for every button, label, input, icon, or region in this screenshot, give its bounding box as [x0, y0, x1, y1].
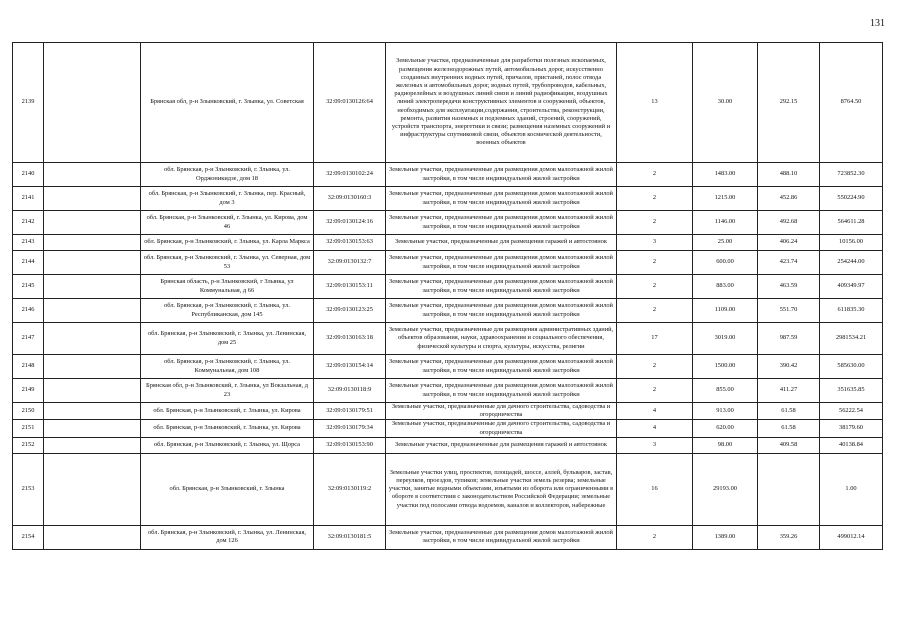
cadastral-number-cell: 32:09:0130126:64 — [314, 43, 386, 163]
row-number-cell: 2149 — [13, 379, 44, 403]
empty-cell — [44, 251, 141, 275]
area-cell: 883.00 — [693, 275, 758, 299]
cadastral-value-cell: 254244.00 — [820, 251, 883, 275]
row-number-cell: 2150 — [13, 403, 44, 420]
table-row — [13, 453, 883, 525]
table-row — [13, 299, 883, 323]
address-cell: Брянская обл, р-н Злынковский, г. Злынка, ул. Советская — [141, 43, 314, 163]
empty-cell — [44, 437, 141, 453]
land-use-cell: Земельные участки, предназначенные для дачного строительства, садоводства и огородничества — [386, 420, 617, 437]
cadastral-value-cell: 1.00 — [820, 453, 883, 525]
land-use-cell: Земельные участки, предназначенные для размещения домов малоэтажной жилой застройки, в том числе индивидуальной жилой застройки — [386, 355, 617, 379]
empty-cell — [44, 525, 141, 549]
cadastral-value-cell: 56222.54 — [820, 403, 883, 420]
empty-cell — [44, 403, 141, 420]
row-number-cell: 2148 — [13, 355, 44, 379]
area-cell: 30.00 — [693, 43, 758, 163]
empty-cell — [44, 163, 141, 187]
cadastral-value-cell: 2981534.21 — [820, 323, 883, 355]
cadastral-number-cell: 32:09:0130163:18 — [314, 323, 386, 355]
table-row — [13, 235, 883, 251]
land-use-cell: Земельные участки, предназначенные для размещения домов малоэтажной жилой застройки, в том числе индивидуальной жилой застройки — [386, 275, 617, 299]
area-cell: 1500.00 — [693, 355, 758, 379]
table-body — [13, 43, 883, 550]
use-group-cell: 4 — [617, 420, 693, 437]
empty-cell — [44, 299, 141, 323]
address-cell: обл. Брянская, р-н Злынковский, г. Злынка — [141, 453, 314, 525]
use-group-cell: 16 — [617, 453, 693, 525]
cadastral-number-cell: 32:09:0130123:25 — [314, 299, 386, 323]
address-cell: обл. Брянская, р-н Злынковский, г. Злынка, ул. Кирова, дом 46 — [141, 211, 314, 235]
cadastral-number-cell: 32:09:0130119:2 — [314, 453, 386, 525]
area-cell: 620.00 — [693, 420, 758, 437]
use-group-cell: 3 — [617, 437, 693, 453]
table-row — [13, 355, 883, 379]
specific-value-cell: 463.59 — [758, 275, 820, 299]
area-cell: 1483.00 — [693, 163, 758, 187]
use-group-cell: 2 — [617, 163, 693, 187]
area-cell: 29193.00 — [693, 453, 758, 525]
empty-cell — [44, 211, 141, 235]
table-row — [13, 43, 883, 163]
use-group-cell: 17 — [617, 323, 693, 355]
table-row — [13, 403, 883, 420]
address-cell: обл. Брянская, р-н Злынковский, г. Злынка, ул. Ленинская, дом 126 — [141, 525, 314, 549]
area-cell: 600.00 — [693, 251, 758, 275]
area-cell: 25.00 — [693, 235, 758, 251]
page-number: 131 — [870, 18, 885, 29]
cadastral-number-cell: 32:09:0130153:11 — [314, 275, 386, 299]
cadastral-number-cell: 32:09:0130124:16 — [314, 211, 386, 235]
cadastral-value-cell: 564611.28 — [820, 211, 883, 235]
row-number-cell: 2145 — [13, 275, 44, 299]
land-use-cell: Земельные участки, предназначенные для размещения гаражей и автостоянок — [386, 437, 617, 453]
address-cell: обл. Брянская, р-н Злынковский, г. Злынка, ул. Кирова — [141, 420, 314, 437]
use-group-cell: 2 — [617, 355, 693, 379]
row-number-cell: 2146 — [13, 299, 44, 323]
area-cell: 3019.00 — [693, 323, 758, 355]
cadastral-number-cell: 32:09:0130153:90 — [314, 437, 386, 453]
land-use-cell: Земельные участки, предназначенные для размещения домов малоэтажной жилой застройки, в том числе индивидуальной жилой застройки — [386, 187, 617, 211]
table-row — [13, 437, 883, 453]
row-number-cell: 2147 — [13, 323, 44, 355]
area-cell: 1215.00 — [693, 187, 758, 211]
table-row — [13, 211, 883, 235]
specific-value-cell: 411.27 — [758, 379, 820, 403]
land-use-cell: Земельные участки, предназначенные для размещения домов малоэтажной жилой застройки, в том числе индивидуальной жилой застройки — [386, 379, 617, 403]
cadastral-value-cell: 40138.84 — [820, 437, 883, 453]
row-number-cell: 2141 — [13, 187, 44, 211]
land-use-cell: Земельные участки улиц, проспектов, площадей, шоссе, аллей, бульваров, застав, переулков, проездов, тупиков; земельные участки земель резерва; земельные участки, занятые водными объектами, изъятыми из оборота или ограниченными в обороте в соответствии с законодательством Российской Федерации; земельные участки под полосами отвода водоемов, каналов и коллекторов, набережные — [386, 453, 617, 525]
table-row — [13, 525, 883, 549]
cadastral-number-cell: 32:09:0130102:24 — [314, 163, 386, 187]
area-cell: 855.00 — [693, 379, 758, 403]
use-group-cell: 2 — [617, 379, 693, 403]
cadastral-number-cell: 32:09:0130181:5 — [314, 525, 386, 549]
use-group-cell: 2 — [617, 525, 693, 549]
empty-cell — [44, 187, 141, 211]
specific-value-cell: 61.58 — [758, 420, 820, 437]
use-group-cell: 2 — [617, 299, 693, 323]
empty-cell — [44, 420, 141, 437]
land-use-cell: Земельные участки, предназначенные для разработки полезных ископаемых, размещения железнодорожных путей, автомобильных дорог, искусственно созданных внутренних водных путей, причалов, пристаней, полос отвода железных и автомобильных дорог, водных путей, трубопроводов, кабельных, радиорелейных и воздушных линий связи и линий радиофикации, воздушных линий электропередачи конструктивных элементов и сооружений, объектов, необходимых для эксплуатации,содержания, строительства, реконструкции, ремонта, развития наземных и подземных зданий, строений, сооружений, устройств транспорта, энергетики и связи; размещения наземных сооружений и инфраструктуры спутниковой связи, объектов космической деятельности, военных объектов — [386, 43, 617, 163]
address-cell: Брянская область, р-н Злынковский, г Злынка, ул Коммунальная, д 66 — [141, 275, 314, 299]
specific-value-cell: 406.24 — [758, 235, 820, 251]
specific-value-cell: 409.58 — [758, 437, 820, 453]
specific-value-cell — [758, 453, 820, 525]
row-number-cell: 2152 — [13, 437, 44, 453]
address-cell: обл. Брянская, р-н Злынковский, г. Злынка, ул. Ленинская, дом 25 — [141, 323, 314, 355]
address-cell: обл. Брянская, р-н Злынковский, г. Злынка, ул. Щорса — [141, 437, 314, 453]
specific-value-cell: 492.68 — [758, 211, 820, 235]
cadastral-number-cell: 32:09:0130160:3 — [314, 187, 386, 211]
cadastral-value-cell: 38179.60 — [820, 420, 883, 437]
address-cell: обл. Брянская, р-н Злынковский, г. Злынка, ул. Кирова — [141, 403, 314, 420]
land-use-cell: Земельные участки, предназначенные для размещения домов малоэтажной жилой застройки, в том числе индивидуальной жилой застройки — [386, 163, 617, 187]
specific-value-cell: 292.15 — [758, 43, 820, 163]
land-use-cell: Земельные участки, предназначенные для размещения домов малоэтажной жилой застройки, в том числе индивидуальной жилой застройки — [386, 251, 617, 275]
land-use-cell: Земельные участки, предназначенные для дачного строительства, садоводства и огородничества — [386, 403, 617, 420]
land-use-cell: Земельные участки, предназначенные для размещения административных зданий, объектов образования, науки, здравоохранения и социального обеспечения, физической культуры и спорта, культуры, искусства, религии — [386, 323, 617, 355]
land-use-cell: Земельные участки, предназначенные для размещения домов малоэтажной жилой застройки, в том числе индивидуальной жилой застройки — [386, 299, 617, 323]
specific-value-cell: 61.58 — [758, 403, 820, 420]
row-number-cell: 2139 — [13, 43, 44, 163]
use-group-cell: 2 — [617, 187, 693, 211]
cadastral-number-cell: 32:09:0130154:14 — [314, 355, 386, 379]
table-row — [13, 379, 883, 403]
use-group-cell: 2 — [617, 251, 693, 275]
empty-cell — [44, 235, 141, 251]
row-number-cell: 2153 — [13, 453, 44, 525]
address-cell: обл. Брянская, р-н Злынковский, г. Злынка, ул. Северная, дом 53 — [141, 251, 314, 275]
specific-value-cell: 423.74 — [758, 251, 820, 275]
land-use-cell: Земельные участки, предназначенные для размещения домов малоэтажной жилой застройки, в том числе индивидуальной жилой застройки — [386, 211, 617, 235]
cadastral-value-cell: 409349.97 — [820, 275, 883, 299]
row-number-cell: 2143 — [13, 235, 44, 251]
address-cell: обл. Брянская, р-н Злынковский, г. Злынка, ул. Республиканская, дом 145 — [141, 299, 314, 323]
area-cell: 1109.00 — [693, 299, 758, 323]
use-group-cell: 2 — [617, 211, 693, 235]
cadastral-value-table — [12, 42, 883, 550]
cadastral-number-cell: 32:09:0130179:34 — [314, 420, 386, 437]
area-cell: 98.00 — [693, 437, 758, 453]
cadastral-number-cell: 32:09:0130132:7 — [314, 251, 386, 275]
row-number-cell: 2144 — [13, 251, 44, 275]
specific-value-cell: 551.70 — [758, 299, 820, 323]
table-row — [13, 187, 883, 211]
cadastral-value-cell: 10156.00 — [820, 235, 883, 251]
row-number-cell: 2154 — [13, 525, 44, 549]
cadastral-value-cell: 8764.50 — [820, 43, 883, 163]
cadastral-value-cell: 351635.85 — [820, 379, 883, 403]
cadastral-value-cell: 611835.30 — [820, 299, 883, 323]
row-number-cell: 2142 — [13, 211, 44, 235]
area-cell: 1146.00 — [693, 211, 758, 235]
empty-cell — [44, 275, 141, 299]
use-group-cell: 2 — [617, 275, 693, 299]
table-row — [13, 420, 883, 437]
empty-cell — [44, 43, 141, 163]
address-cell: обл. Брянская, р-н Злынковский, г. Злынка, ул. Орджоникидзе, дом 18 — [141, 163, 314, 187]
area-cell: 1389.00 — [693, 525, 758, 549]
table-row — [13, 163, 883, 187]
cadastral-number-cell: 32:09:0130179:51 — [314, 403, 386, 420]
specific-value-cell: 452.86 — [758, 187, 820, 211]
specific-value-cell: 488.10 — [758, 163, 820, 187]
address-cell: обл. Брянская, р-н Злынковский, г. Злынка, пер. Красный, дом 3 — [141, 187, 314, 211]
cadastral-value-cell: 550224.90 — [820, 187, 883, 211]
empty-cell — [44, 355, 141, 379]
specific-value-cell: 359.26 — [758, 525, 820, 549]
empty-cell — [44, 453, 141, 525]
specific-value-cell: 987.59 — [758, 323, 820, 355]
cadastral-value-cell: 585630.00 — [820, 355, 883, 379]
address-cell: обл. Брянская, р-н Злынковский, г. Злынка, ул. Коммунальная, дом 108 — [141, 355, 314, 379]
empty-cell — [44, 379, 141, 403]
address-cell: Брянская обл, р-н Злынковский, г. Злынка, ул Вокзальная, д 23 — [141, 379, 314, 403]
land-use-cell: Земельные участки, предназначенные для размещения домов малоэтажной жилой застройки, в том числе индивидуальной жилой застройки — [386, 525, 617, 549]
cadastral-number-cell: 32:09:0130118:9 — [314, 379, 386, 403]
address-cell: обл. Брянская, р-н Злынковский, г. Злынка, ул. Карла Маркса — [141, 235, 314, 251]
table-row — [13, 323, 883, 355]
cadastral-number-cell: 32:09:0130153:63 — [314, 235, 386, 251]
area-cell: 913.00 — [693, 403, 758, 420]
land-use-cell: Земельные участки, предназначенные для размещения гаражей и автостоянок — [386, 235, 617, 251]
table-row — [13, 251, 883, 275]
use-group-cell: 13 — [617, 43, 693, 163]
table-row — [13, 275, 883, 299]
specific-value-cell: 390.42 — [758, 355, 820, 379]
row-number-cell: 2151 — [13, 420, 44, 437]
cadastral-value-cell: 499012.14 — [820, 525, 883, 549]
use-group-cell: 3 — [617, 235, 693, 251]
cadastral-value-cell: 723852.30 — [820, 163, 883, 187]
row-number-cell: 2140 — [13, 163, 44, 187]
empty-cell — [44, 323, 141, 355]
use-group-cell: 4 — [617, 403, 693, 420]
